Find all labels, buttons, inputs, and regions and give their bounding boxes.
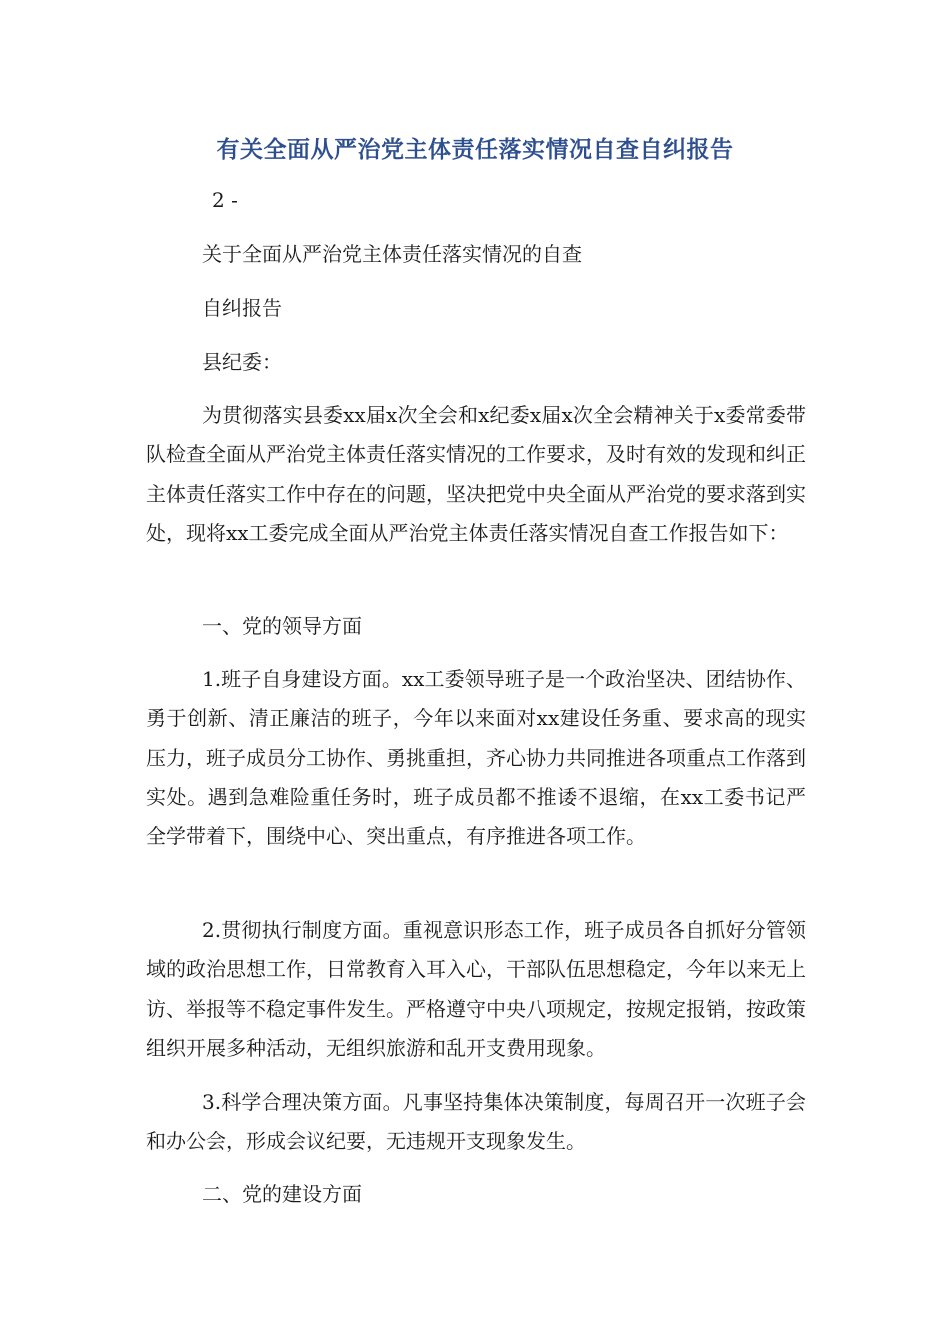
document-title: 有关全面从严治党主体责任落实情况自查自纠报告: [216, 137, 734, 163]
page-marker: 2 -: [212, 188, 238, 212]
item-paragraph-2: 2.贯彻执行制度方面。重视意识形态工作，班子成员各自抓好分管领域的政治思想工作，日常教育入耳入心，干部队伍思想稳定，今年以来无上访、举报等不稳定事件发生。严格遵守中央八项规定，按规定报销，按政策组织开展多种活动，无组织旅游和乱开支费用现象。: [146, 918, 806, 1060]
intro-paragraph: 为贯彻落实县委xx届x次全会和x纪委x届x次全会精神关于x委常委带队检查全面从严治党主体责任落实情况的工作要求，及时有效的发现和纠正主体责任落实工作中存在的问题，坚决把党中央全面从严治党的要求落到实处，现将xx工委完成全面从严治党主体责任落实情况自查工作报告如下：: [146, 403, 806, 545]
section-heading-2: 二、党的建设方面: [202, 1182, 362, 1206]
item-paragraph-1: 1.班子自身建设方面。xx工委领导班子是一个政治坚决、团结协作、勇于创新、清正廉洁的班子，今年以来面对xx建设任务重、要求高的现实压力，班子成员分工协作、勇挑重担，齐心协力共同推进各项重点工作落到实处。遇到急难险重任务时，班子成员都不推诿不退缩，在xx工委书记严全学带着下，围绕中心、突出重点，有序推进各项工作。: [146, 667, 806, 849]
subtitle-line-1: 关于全面从严治党主体责任落实情况的自查: [202, 242, 582, 266]
section-heading-1: 一、党的领导方面: [202, 614, 362, 638]
subtitle-line-2: 自纠报告: [202, 296, 282, 320]
item-paragraph-3: 3.科学合理决策方面。凡事坚持集体决策制度，每周召开一次班子会和办公会，形成会议纪要，无违规开支现象发生。: [146, 1090, 806, 1154]
salutation: 县纪委：: [202, 350, 282, 374]
